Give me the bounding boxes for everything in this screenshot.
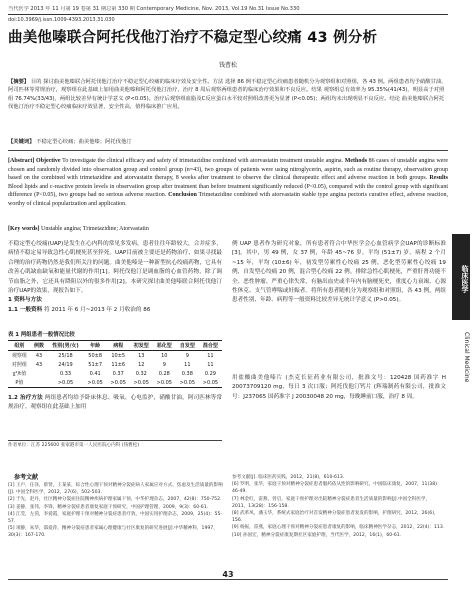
table-row [8,369,222,378]
table-cell: 50±8 [88,352,103,359]
table-cell: >0.05 [156,379,172,386]
table-cell: 对照组 [11,362,27,368]
table-cell: 11 [184,361,191,368]
table-cell: >0.05 [202,379,219,386]
footer-divider [8,579,448,580]
section-1-2-text: 两组患者均给予卧床休息、吸氧、心电监护，硝酸甘油，阿司匹林等常规治疗。观察组在此基础上加用 [8,395,222,411]
cn-abstract-text: 目的 探讨曲美他嗪联合阿托伐他汀治疗不稳定型心绞痛的临床疗效及安全性。方法 选择 86 例不稳定型心绞痛患者随机分为观察组和对照组，各 43 例。两组患者均予硝酸甘油、阿司匹林等常规治疗，观察组在此基础上加用曲美他嗪和阿托伐他汀治疗，治疗 8 周后观察两组患者的临床治疗效果和不良反应。结果 观察组总有效率为 95.35%(41/43)，明显高于对照组 76.74%(33/43)，两组比较差异有统计学意义 (P<0.05)。治疗后观察组血脂及C反应蛋白水平较对照组改善更为显著 (P<0.05)；两组均未出现明显不良反应。结论 曲美他嗪联合阿托伐他汀治疗不稳定型心绞痛临床疗效显著，安全性高，值得临床推广应用。 [8,79,447,110]
table-header-cell: 初发型 [133,343,149,349]
reference-item: [4] 江莞，左茵，李爱霞，家庭护理干预对精神分裂症患者疗效，中国实用护理杂志，2009，25(4)：55-57. [8,511,223,525]
section-tab-label: 临床医学 [452,234,470,320]
table-cell [31,378,48,388]
table-1 [8,330,222,413]
table-header-cell: 混合型 [202,343,218,349]
references-right [232,474,446,539]
page-number [0,570,456,579]
table-cell: 10±5 [111,352,126,359]
results-text: Blood lipids and c-reactive protein levels in observation group after treatment than before treatment significantly reduced (P<0.05), compared with the control group with significant difference (P<0.05), two groups had no serious adverse reaction. [8,183,448,199]
reference-item: [1] 王卢，任泽，蔡贤，王某某，综合性心理干预对精神分裂症病人家属应对方式、焦虑及生活质量的影响[J]. 中国全科医学，2012，27(6)，502-503. [8,483,223,496]
article-title: 曲美他嗪联合阿托伐他汀治疗不稳定型心绞痛 43 例分析 [8,30,378,46]
author-affiliation: 作者单位：江苏 225600 张家港市第一人民医院心内科 (钱曹松) [8,440,222,450]
references-left [8,482,228,540]
table-cell: 10 [161,352,168,359]
section-tab-label-en: Clinical Medicine [463,331,470,383]
table-header-cell: 组别 [14,343,25,349]
english-keywords [8,226,448,232]
table-cell: 11±6 [111,361,126,368]
table-header-cell: 例数 [34,343,45,349]
section-1-2 [8,394,222,413]
objective-text: To investigate the clinical efficacy and safety of trimetazidine combined with atorvastatin treatment unstable angina. [62,158,344,164]
table-header-row [8,341,222,351]
abstract-divider [8,150,448,151]
methods-text: 86 cases of unstable angina were chosen and randomly divided into observation group and control group (n=43), two groups of patients were using nitroglycerin, aspirin, such as routine therapy, observation group based on the combined with trimetazidine and atorvastatin therapy, 8 weeks after treatment to observe the clinical therapeutic effect and adverse reaction in both groups. [8,158,448,182]
table-cell: 0.38 [181,370,193,377]
reference-item: [9] 杨振，雷燕，家庭心理干预对精神分裂症患者康复的影响，临床精神医学杂志，2012，22(4)：113. [232,525,445,531]
table-header-cell: 性别(男/女) [52,343,79,349]
table-cell: 观察组 [11,353,27,359]
table-cell: 24/19 [58,361,73,368]
section-1-heading: 1 资料与方法 [8,297,42,304]
objective-label: Objective [35,158,61,164]
table-cell: 11 [207,352,214,359]
cn-abstract-label: 【摘要】 [8,79,30,85]
table-cell: 51±7 [88,361,103,368]
table-cell: >0.05 [87,379,103,386]
en-abstract-label: [Abstract] [8,158,35,164]
author-name: 钱曹松 [218,62,237,69]
body-right-column [232,240,446,402]
table-cell: 13 [138,352,145,359]
intro-paragraph: 不稳定型心绞痛(UAP)是发生在心内科的常见多发病，患者往往年龄较大，合并症多，病情不稳定易导致急性心肌梗死甚至猝死。UAP目前被主要还是药物治疗，如果寻找最合理的治疗药物仍然是我们所关注的问题。曲美他嗪是一种新型抗心绞痛药物，它具有改善心肌缺血缺氧和能量代谢的作用[1]。阿托伐他汀是调血脂的心血管药物，除了调节血脂之外，它还具有降阻以外的很多作用[2]。本研究探讨曲美他嗪联合阿托伐他汀治疗UAP的效果，现报告如下。 [8,241,222,295]
header-divider [8,14,448,15]
en-keywords-text: Unstable angina; Trimetazidine; Atorvastatin [41,226,149,232]
table-cell: 43 [35,352,43,359]
table-header-cell: 恶化型 [156,343,172,349]
table-cell: >0.05 [57,379,74,386]
reference-item: [7] 林金红，雷燕，曾启，家庭干预护理对出院精神分裂症患者生活质量的影响[J].中国全科医学，2011，13(28)：156-158. [232,496,431,509]
table-cell: 25/18 [58,352,73,359]
table-1-caption: 表 1 两组患者一般情况比较 [8,332,75,338]
conclusion-label: Conclusion [168,192,197,199]
table-cell: 0.41 [89,370,101,377]
cn-keywords-text: 不稳定型心绞痛；曲美他嗪；阿托伐他汀 [36,139,132,145]
reference-item: [3] 姜静，张伟，李锋，精神分裂症患者康复家庭干预研究，中国护理管理，2009，9(3)：60-61. [8,504,209,510]
chinese-abstract [8,78,448,111]
table-cell: 11 [207,361,214,368]
cn-keywords-label: 【关键词】 [8,139,35,145]
page-number-text: 43 [216,570,239,579]
table-cell: 12 [138,361,145,368]
conclusion-text: Trimetazidine combined with atorvastatin stable type angina pectoris curative effect, adverse reaction, worthy of clinical popularization and application. [8,192,449,207]
table-cell: 0.29 [204,370,216,377]
methods-label: Methods [344,158,368,164]
section-1-1-heading: 1.1 一般资料 [8,306,43,313]
table-cell: 0.28 [158,370,170,377]
table-header-cell: 病程 [113,343,124,349]
table-cell: >0.05 [133,379,149,386]
section-1-2-heading: 1.2 治疗方法 [8,395,43,401]
table-cell: >0.05 [110,379,126,386]
table-cell: 9 [185,352,189,359]
table-1-grid [8,340,222,388]
table-header-cell: 自发型 [179,343,195,349]
table-header-cell: 年龄 [90,343,101,349]
english-abstract [8,157,448,209]
references-heading: 参考文献 [14,474,39,481]
table-cell: 43 [35,361,43,368]
reference-item: [2] 于先，赵丹，社区精神分裂症住院精神疾病护理家属干预，中华护理杂志，2007，42(8)：750-752. [8,497,222,503]
table-cell: P值 [15,380,24,386]
chinese-keywords [8,139,448,146]
table-row [8,378,222,388]
reference-item: [6] 罗明，张华，家庭干预对精神分裂症患者服药依从性的影响研究，中国临床康复，2007，11(38)：46-49. [232,482,442,495]
reference-item: [10] 孙国宏，精神分裂症康复期社区家庭护理，当代医学，2012，16(1)，60-61. [232,532,402,538]
method-paragraph: 用盐酸曲美他嗪片 (杰克长征药业有限公司，批准文号：120428 国药准字 H 20073709120 mg，每日 3 次口服；阿托伐他汀钙片 (辉瑞制药有限公司，批准文号：J237065 国药准字 J 20030048 20 mg，每晚睡前口服，治疗 8 周。 [232,374,446,400]
running-head: 当代医学 2013 年 11 月第 19 卷第 31 期总第 330 期 Contemporary Medicine, Nov. 2013, Vol.19 No.31 Issue No.330 [8,6,300,12]
reference-item: [8] 武革凤，潘玉华，系统式家庭治疗对首发精神分裂症患者复发的影响，护理研究，2012，26(6)，156. [232,511,439,524]
subjects-paragraph: 例 UAP 患者作为研究对象，所有患者符合中华医学会心血管病学会UAP的诊断标准[3]。其中，男 49 例，女 37 例，年龄 45~76 岁，平均 (51±7) 岁，病程 2 个月~15 年，平均 (10±6) 年，初发型劳累性心绞痛 25 例，恶化型劳累性心绞痛 19 例，自发型心绞痛 20 例，混合型心绞痛 22 例。排除急性心肌梗死，严重肝肾功能不全、恶性肿瘤、严重心律失常，有脑出血史或半年内有脑梗死史，重度心力衰竭、心源性休克、支气管哮喘或妊娠者。将所有患者随机分为观察组和对照组，各 43 例，两组患者性别、年龄、病程等一般资料比较差异无统计学意义 (P>0.05)。 [232,241,446,304]
en-keywords-label: [Key words] [8,226,40,232]
table-cell: 9 [162,361,166,368]
table-cell [31,369,48,378]
table-cell: 0.33 [59,370,72,377]
table-cell: 0.37 [112,370,124,377]
table-row [8,360,222,369]
table-row [8,351,222,361]
section-1-1 [8,306,222,315]
doi-line: doi:10.3969/j.issn.1009-4393.2013.31.030 [8,17,115,23]
results-label: Results [429,175,448,182]
table-cell: χ²/t值 [12,371,27,377]
reference-item: 参考文献[J]. 临床医药实践，2012，21(8)，610-613. [232,475,345,480]
table-cell: >0.05 [179,379,196,386]
table-cell: 0.32 [135,370,147,377]
reference-item: [5] 项静，朱华，邵爱萍，精神分裂症患者家属心理健康与社区康复的研究进展[J].中华精神科，1997，30(3)：167-170. [8,526,218,539]
section-1-1-text: 将 2011 年 6 月~2013 年 2 月收治的 86 [44,306,151,313]
body-left-column [8,240,222,315]
